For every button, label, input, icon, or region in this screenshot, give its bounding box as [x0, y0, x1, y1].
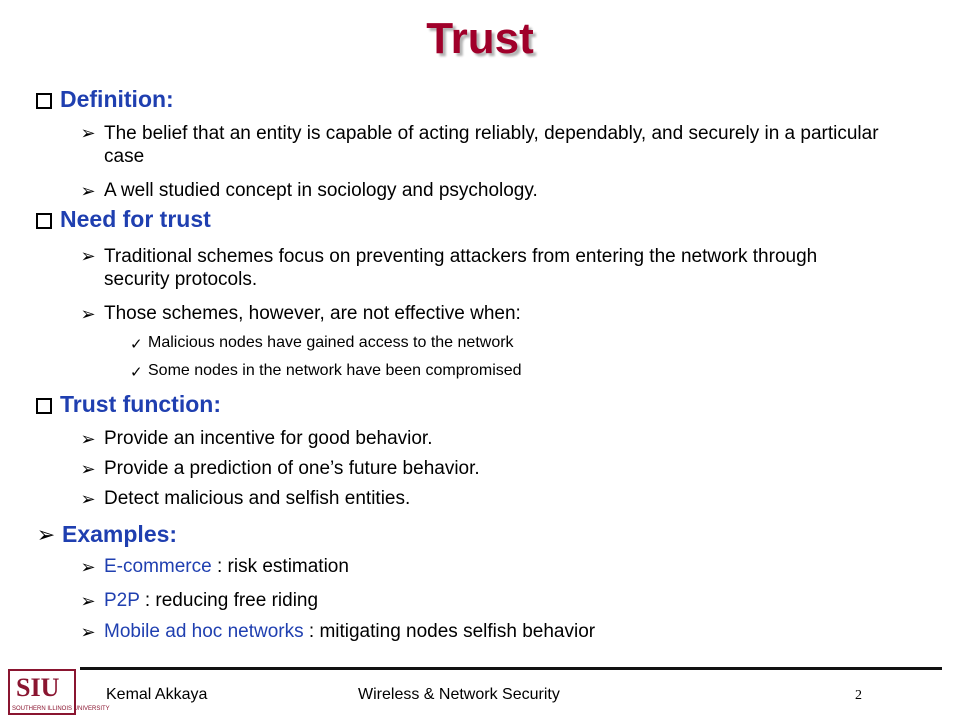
check-bullet-icon: ✓: [130, 364, 143, 381]
check-bullet-icon: ✓: [130, 336, 143, 353]
need-subitem-2: ✓ Some nodes in the network have been compromised: [130, 362, 522, 381]
square-bullet-icon: [36, 398, 52, 414]
footer-course: Wireless & Network Security: [358, 686, 560, 703]
function-item-2: ➢ Provide a prediction of one’s future behavior.: [78, 458, 480, 480]
function-item-1: ➢ Provide an incentive for good behavior.: [78, 428, 433, 450]
arrow-bullet-icon: ➢: [80, 591, 96, 611]
arrow-bullet-icon: ➢: [36, 522, 56, 547]
arrow-bullet-icon: ➢: [80, 123, 96, 143]
section-heading-definition: Definition:: [36, 86, 174, 113]
square-bullet-icon: [36, 93, 52, 109]
siu-logo: SIU SOUTHERN ILLINOIS UNIVERSITY: [8, 669, 76, 715]
arrow-bullet-icon: ➢: [80, 489, 96, 509]
arrow-bullet-icon: ➢: [80, 557, 96, 577]
footer-author: Kemal Akkaya: [106, 686, 208, 703]
section-heading-function: Trust function:: [36, 391, 221, 418]
section-heading-need: Need for trust: [36, 206, 211, 233]
footer-divider: [80, 667, 942, 670]
need-item-2: ➢ Those schemes, however, are not effective when:: [78, 303, 521, 325]
example-item-3: ➢ Mobile ad hoc networks : mitigating nodes selfish behavior: [78, 621, 595, 643]
need-subitem-1: ✓ Malicious nodes have gained access to the network: [130, 334, 514, 353]
definition-item-2: ➢ A well studied concept in sociology and psychology.: [78, 180, 538, 202]
arrow-bullet-icon: ➢: [80, 181, 96, 201]
slide-title: Trust: [426, 14, 534, 63]
arrow-bullet-icon: ➢: [80, 246, 96, 266]
definition-item-1: ➢ The belief that an entity is capable of acting reliably, dependably, and securely in a particular case: [78, 122, 884, 168]
page-number: 2: [855, 688, 862, 703]
section-heading-examples: ➢ Examples:: [36, 521, 178, 547]
arrow-bullet-icon: ➢: [80, 304, 96, 324]
arrow-bullet-icon: ➢: [80, 622, 96, 642]
square-bullet-icon: [36, 213, 52, 229]
arrow-bullet-icon: ➢: [80, 429, 96, 449]
need-item-1: ➢ Traditional schemes focus on preventing attackers from entering the network through security protocols.: [78, 245, 884, 291]
function-item-3: ➢ Detect malicious and selfish entities.: [78, 488, 410, 510]
arrow-bullet-icon: ➢: [80, 459, 96, 479]
example-item-1: ➢ E-commerce : risk estimation: [78, 556, 349, 578]
example-item-2: ➢ P2P : reducing free riding: [78, 590, 318, 612]
